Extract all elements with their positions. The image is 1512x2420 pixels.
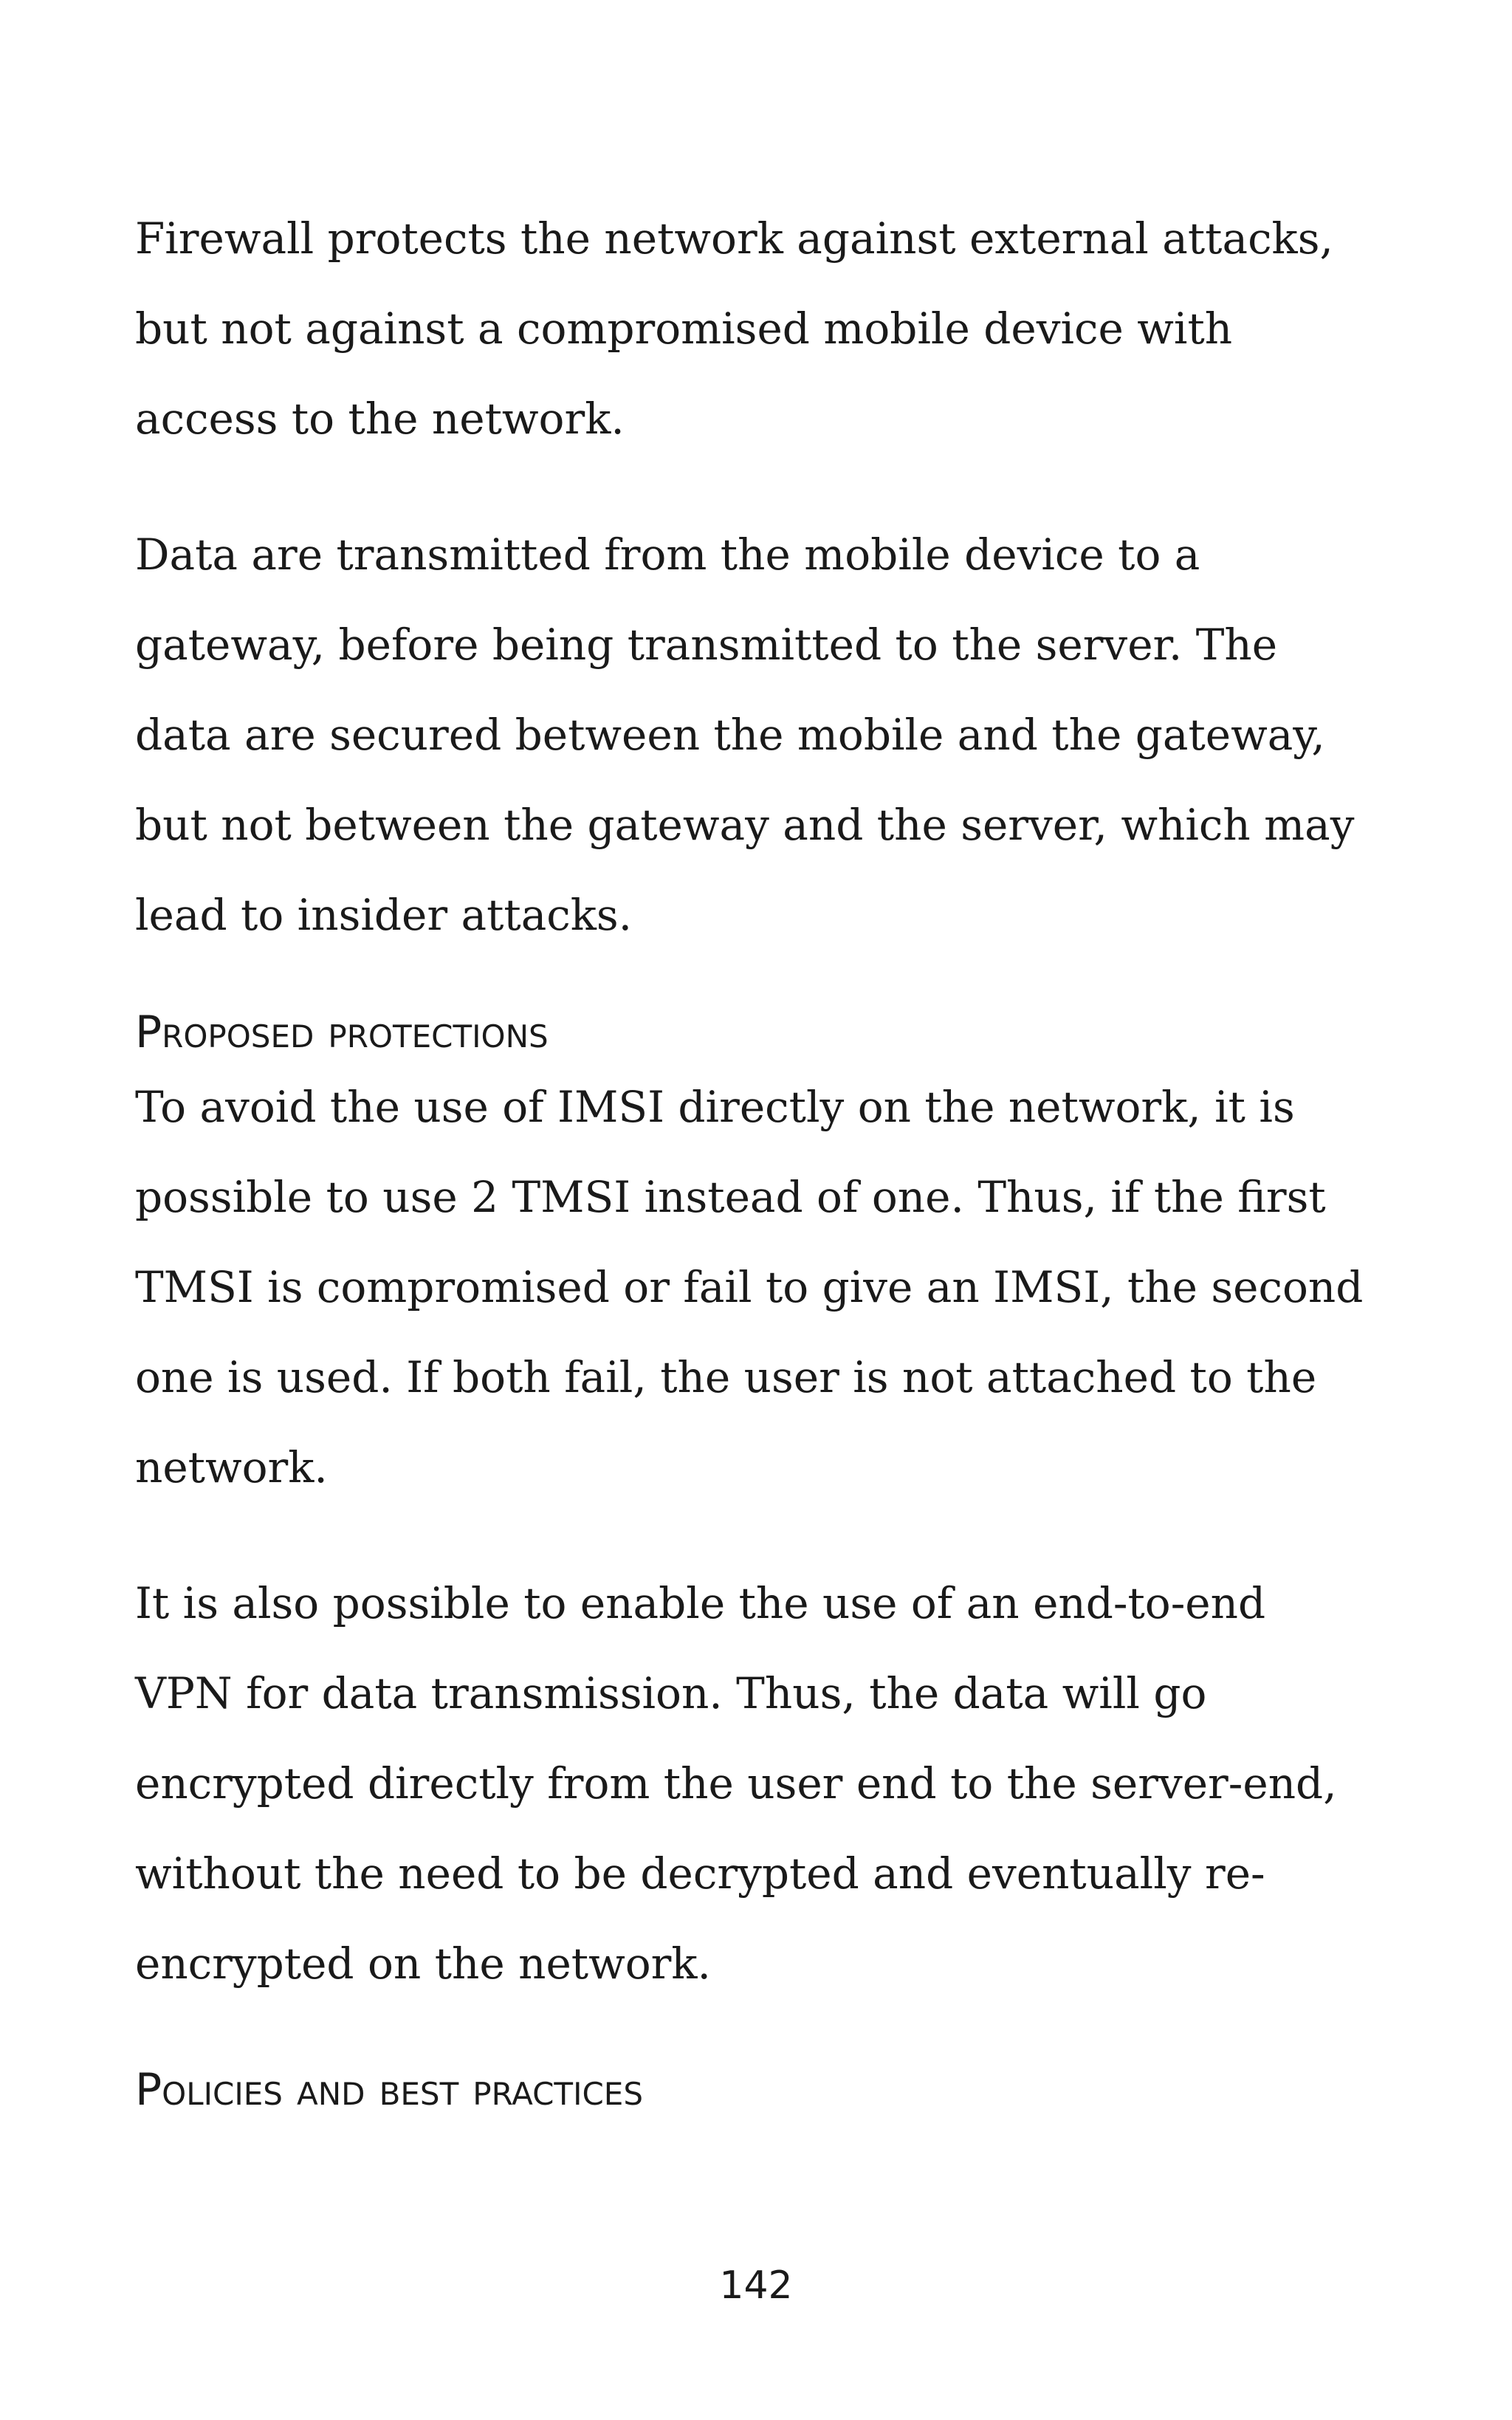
text-line: one is used. If both fail, the user is not attached to the (135, 1352, 1317, 1402)
text-line: without the need to be decrypted and eventually re- (135, 1848, 1265, 1899)
text-line: data are secured between the mobile and the gateway, (135, 710, 1325, 760)
paragraph-firewall (135, 193, 1405, 464)
paragraph-tmsi (135, 1062, 1405, 1512)
paragraph-data-transmission (135, 510, 1405, 960)
text-line: Data are transmitted from the mobile device to a (135, 529, 1200, 580)
text-line: It is also possible to enable the use of an end-to-end (135, 1578, 1266, 1628)
text-line: lead to insider attacks. (135, 890, 633, 940)
paragraph-spacer (135, 1512, 1405, 1558)
text-line: TMSI is compromised or fail to give an IMSI, the second (135, 1262, 1364, 1312)
text-line: but not between the gateway and the server, which may (135, 800, 1355, 850)
paragraph-vpn (135, 1558, 1405, 2009)
text-line: VPN for data transmission. Thus, the data will go (135, 1668, 1207, 1718)
text-line: encrypted on the network. (135, 1939, 711, 1989)
section-heading-policies: Policies and best practices (135, 2064, 644, 2116)
page-number: 142 (719, 2263, 793, 2308)
text-line: possible to use 2 TMSI instead of one. Thus, if the first (135, 1172, 1326, 1222)
text-line: gateway, before being transmitted to the server. The (135, 620, 1278, 670)
text-line: network. (135, 1442, 328, 1492)
paragraph-spacer (135, 464, 1405, 510)
text-line: access to the network. (135, 394, 625, 444)
heading-spacer (135, 2009, 1405, 2060)
text-line: Firewall protects the network against external attacks, (135, 213, 1333, 264)
text-line: To avoid the use of IMSI directly on the network, it is (135, 1082, 1295, 1132)
heading-spacer (135, 960, 1405, 1003)
page-content (135, 193, 1405, 2119)
text-line: but not against a compromised mobile device with (135, 304, 1233, 354)
section-heading-proposed-protections: Proposed protections (135, 1007, 549, 1058)
text-line: encrypted directly from the user end to the server-end, (135, 1758, 1337, 1809)
